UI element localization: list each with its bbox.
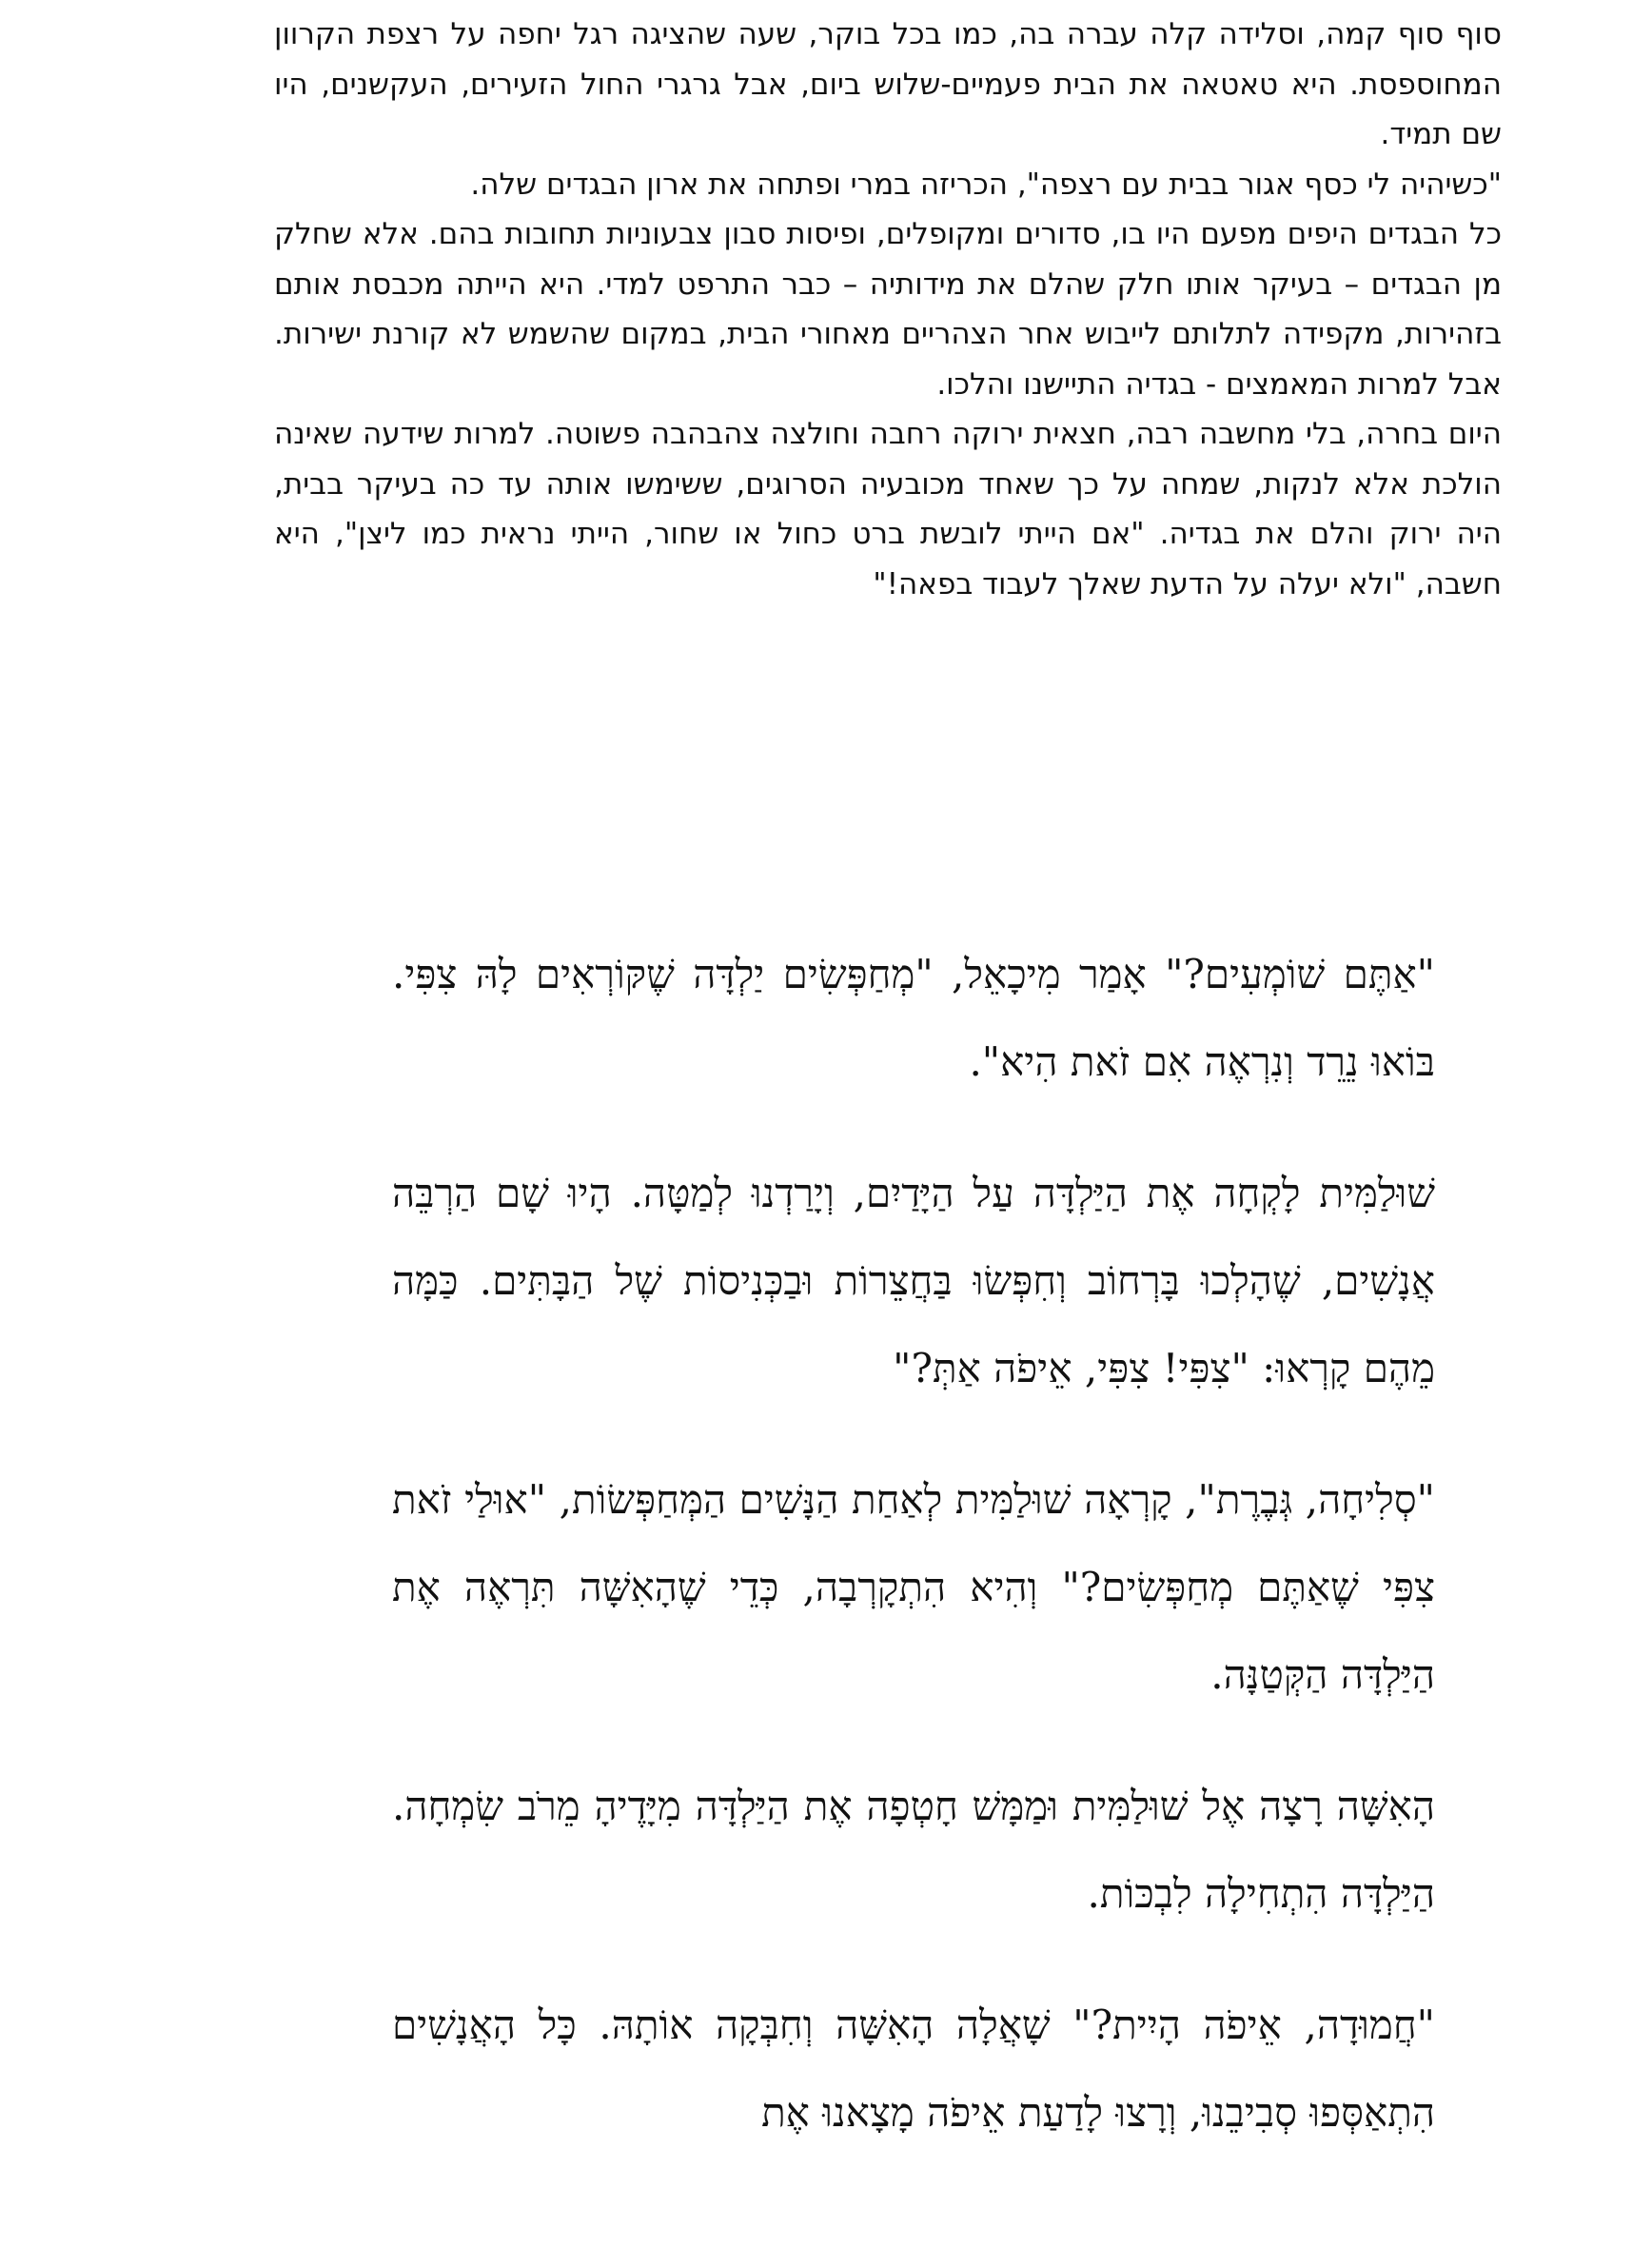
paragraph: "חֲמוּדָה, אֵיפֹה הָיִית?" שָׁאֲלָה הָאִשָּׁה וְחִבְּקָה אוֹתָהּ. כָּל הָאֲנָשִׁים הִתְאַסְּפוּ סְבִיבֵנוּ, וְרָצוּ לָדַעַת אֵיפֹה מָצָאנוּ אֶת <box>392 2002 1435 2136</box>
paragraph: "סְלִיחָה, גְּבֶרֶת", קָרְאָה שׁוּלַמִּית לְאַחַת הַנָּשִׁים הַמְּחַפְּשׂוֹת, "אוּלַי זֹאת צִפִּי שֶׁאַתֶּם מְחַפְּשִׂים?" וְהִיא הִתְקָרְבָה, כְּדֵי שֶׁהָאִשָּׁה תִּרְאֶה אֶת הַיַּלְדָּה הַקְּטַנָּה. <box>392 1476 1435 1698</box>
paragraph: "כשיהיה לי כסף אגור בבית עם רצפה", הכריזה במרי ופתחה את ארון הבגדים שלה. <box>470 167 1502 202</box>
paragraph: הָאִשָּׁה רָצָה אֶל שׁוּלַמִּית וּמַמָּשׁ חָטְפָה אֶת הַיַּלְדָּה מִיָּדֶיהָ מֵרֹב שִׂמְחָה. הַיַּלְדָּה הִתְחִילָה לִבְכּוֹת. <box>392 1783 1435 1917</box>
paragraph: סוף סוף קמה, וסלידה קלה עברה בה, כמו בכל בוקר, שעה שהציגה רגל יחפה על רצפת הקרוון המחוספסת. היא טאטאה את הבית פעמיים-שלוש ביום, אבל גרגרי החול הזעירים, העקשנים, היו שם תמיד. <box>274 17 1502 151</box>
paragraph: היום בחרה, בלי מחשבה רבה, חצאית ירוקה רחבה וחולצה צהבהבה פשוטה. למרות שידעה שאינה הולכת אלא לנקות, שמחה על כך שאחד מכובעיה הסרוגים, ששימשו אותה עד כה בעיקר בבית, היה ירוק והלם את בגדיה. "אם הייתי לובשת ברט כחול או שחור, הייתי נראית כמו ליצן", היא חשבה, "ולא יעלה על הדעת שאלך לעבוד בפאה!" <box>274 417 1502 601</box>
story-text-plain <box>274 10 1502 609</box>
story-text-vocalized <box>392 931 1435 2157</box>
paragraph: שׁוּלַמִּית לָקְחָה אֶת הַיַּלְדָּה עַל הַיָּדַיִם, וְיָרַדְנוּ לְמַטָּה. הָיוּ שָׁם הַרְבֵּה אֲנָשִׁים, שֶׁהָלְכוּ בָּרְחוֹב וְחִפְּשׂוּ בַּחֲצֵרוֹת וּבַכְּנִיסוֹת שֶׁל הַבָּתִּים. כַּמָּה מֵהֶם קָרְאוּ: "צִפִּי! צִפִּי, אֵיפֹה אַתְּ?" <box>392 1170 1435 1391</box>
paragraph: "אַתֶּם שׁוֹמְעִים?" אָמַר מִיכָאֵל, "מְחַפְּשִׂים יַלְדָּה שֶׁקּוֹרְאִים לָהּ צִפִּי. בּוֹאוּ נֵרֵד וְנִרְאֶה אִם זֹאת הִיא". <box>392 951 1435 1085</box>
paragraph: כל הבגדים היפים מפעם היו בו, סדורים ומקופלים, ופיסות סבון צבעוניות תחובות בהם. אלא שחלק מן הבגדים – בעיקר אותו חלק שהלם את מידותיה – כבר התרפט למדי. היא הייתה מכבסת אותם בזהירות, מקפידה לתלותם לייבוש אחר הצהריים מאחורי הבית, במקום שהשמש לא קורנת ישירות. אבל למרות המאמצים - בגדיה התיישנו והלכו. <box>274 217 1502 402</box>
